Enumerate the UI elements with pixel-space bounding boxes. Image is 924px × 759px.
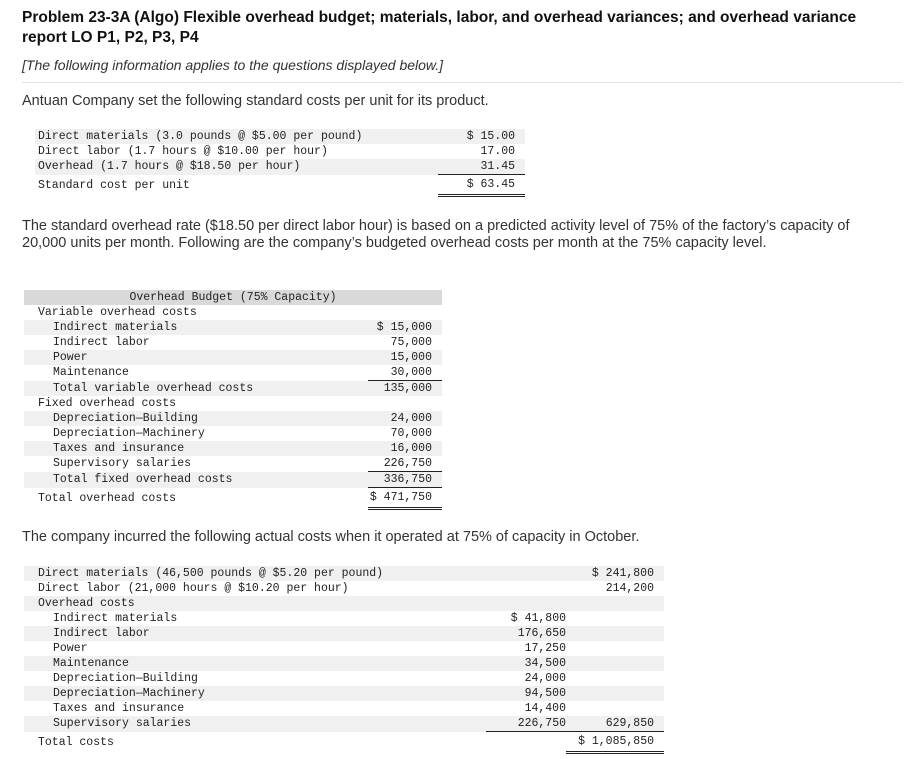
- intro-text: Antuan Company set the following standard costs per unit for its product.: [22, 93, 489, 109]
- table-row: [35, 175, 525, 196]
- row-label: Direct labor (1.7 hours @ $10.00 per hour): [38, 145, 328, 158]
- table-row: [24, 656, 664, 671]
- row-value: $ 15,000: [368, 320, 442, 335]
- table-row: [24, 411, 442, 426]
- row-value: 226,750: [486, 716, 566, 732]
- row-value: 34,500: [486, 656, 566, 671]
- table-row: [24, 611, 664, 626]
- table-row: [24, 581, 664, 596]
- row-label: Depreciation—Building: [53, 672, 198, 685]
- row-label: Indirect labor: [24, 626, 486, 641]
- row-label: Total variable overhead costs: [24, 381, 368, 397]
- row-value: $ 241,800: [566, 566, 664, 581]
- row-value: $ 471,750: [368, 488, 442, 509]
- row-value: 176,650: [486, 626, 566, 641]
- table-row: [24, 381, 442, 397]
- row-label: Taxes and insurance: [53, 702, 185, 715]
- table-row: [24, 686, 664, 701]
- row-label: Depreciation—Machinery: [24, 686, 486, 701]
- table-row: [24, 626, 664, 641]
- table-row: [24, 472, 442, 488]
- actual-costs-text: The company incurred the following actual costs when it operated at 75% of capacity in October.: [22, 529, 640, 545]
- actual-costs-table: [24, 566, 664, 754]
- row-label: Indirect labor: [53, 336, 150, 349]
- row-value: 24,000: [524, 672, 566, 685]
- row-label: Maintenance: [53, 366, 129, 380]
- row-label: Depreciation—Building: [24, 411, 368, 426]
- row-label: Indirect materials: [53, 612, 178, 625]
- table-row: [24, 426, 442, 441]
- row-value: 94,500: [486, 686, 566, 701]
- row-label: Supervisory salaries: [53, 457, 192, 471]
- overhead-rate-text: The standard overhead rate ($18.50 per direct labor hour) is based on a predicted activity level of 75% of the factory’s capacity of 20,000 units per month. Following are the company’s budgeted overhead costs per month at the 75% capacity level.: [22, 218, 850, 251]
- table-row: [24, 716, 664, 732]
- table-row: [24, 671, 664, 686]
- row-value: 14,400: [524, 702, 566, 715]
- row-label: Standard cost per unit: [38, 178, 190, 192]
- budget-header: Overhead Budget (75% Capacity): [24, 290, 442, 305]
- row-value: 135,000: [368, 381, 442, 397]
- row-label: Total overhead costs: [38, 491, 177, 505]
- row-label: Depreciation—Machinery: [53, 427, 205, 440]
- table-row: [24, 566, 664, 581]
- row-value: 15,000: [368, 350, 442, 365]
- overhead-budget-table: [24, 290, 442, 510]
- row-value: 16,000: [368, 441, 442, 456]
- table-row: [24, 732, 664, 753]
- row-value: $ 41,800: [510, 612, 566, 625]
- row-label: Supervisory salaries: [24, 716, 486, 732]
- table-row: [24, 335, 442, 350]
- row-label: Maintenance: [24, 656, 486, 671]
- standard-cost-table: [35, 129, 525, 197]
- row-value: $ 15.00: [438, 129, 525, 144]
- table-row: [24, 365, 442, 381]
- table-row: [24, 456, 442, 472]
- row-label: Power: [24, 350, 368, 365]
- row-label: Direct materials (46,500 pounds @ $5.20 per pound): [24, 566, 486, 581]
- row-value: 214,200: [605, 582, 654, 595]
- row-label: Overhead (1.7 hours @ $18.50 per hour): [35, 159, 438, 175]
- row-value: 17.00: [480, 145, 515, 158]
- row-value: 336,750: [368, 472, 442, 488]
- section-heading: Overhead costs: [24, 596, 486, 611]
- table-row: [24, 350, 442, 365]
- row-value: 24,000: [368, 411, 442, 426]
- row-label: Indirect materials: [24, 320, 368, 335]
- table-row: [35, 144, 525, 159]
- row-value: $ 1,085,850: [566, 732, 664, 753]
- section-heading: Variable overhead costs: [38, 306, 197, 319]
- row-label: Power: [53, 642, 88, 655]
- table-row: [24, 441, 442, 456]
- row-label: Direct materials (3.0 pounds @ $5.00 per pound): [35, 129, 438, 144]
- row-value: 226,750: [368, 456, 442, 472]
- table-row: [24, 290, 442, 305]
- row-label: Direct labor (21,000 hours @ $10.20 per hour): [38, 582, 349, 595]
- row-label: Total fixed overhead costs: [24, 472, 368, 488]
- table-row: [24, 396, 442, 411]
- table-row: [35, 159, 525, 175]
- table-row: [24, 596, 664, 611]
- section-heading: Fixed overhead costs: [38, 397, 177, 410]
- table-row: [35, 129, 525, 144]
- row-value: 75,000: [390, 336, 432, 349]
- problem-title: Problem 23-3A (Algo) Flexible overhead budget; materials, labor, and overhead variances; and overhead variance report LO P1, P2, P3, P4: [22, 9, 857, 46]
- table-row: [24, 701, 664, 716]
- info-note: [The following information applies to the questions displayed below.]: [22, 57, 444, 73]
- table-row: [24, 305, 442, 320]
- row-value: 31.45: [438, 159, 525, 175]
- table-row: [24, 488, 442, 509]
- table-row: [24, 320, 442, 335]
- row-label: Total costs: [38, 735, 114, 749]
- row-value: 30,000: [368, 365, 442, 381]
- row-label: Taxes and insurance: [24, 441, 368, 456]
- row-value: $ 63.45: [438, 175, 525, 196]
- divider: [22, 82, 902, 83]
- row-value: 70,000: [390, 427, 432, 440]
- table-row: [24, 641, 664, 656]
- overhead-total-value: 629,850: [566, 716, 664, 732]
- row-value: 17,250: [524, 642, 566, 655]
